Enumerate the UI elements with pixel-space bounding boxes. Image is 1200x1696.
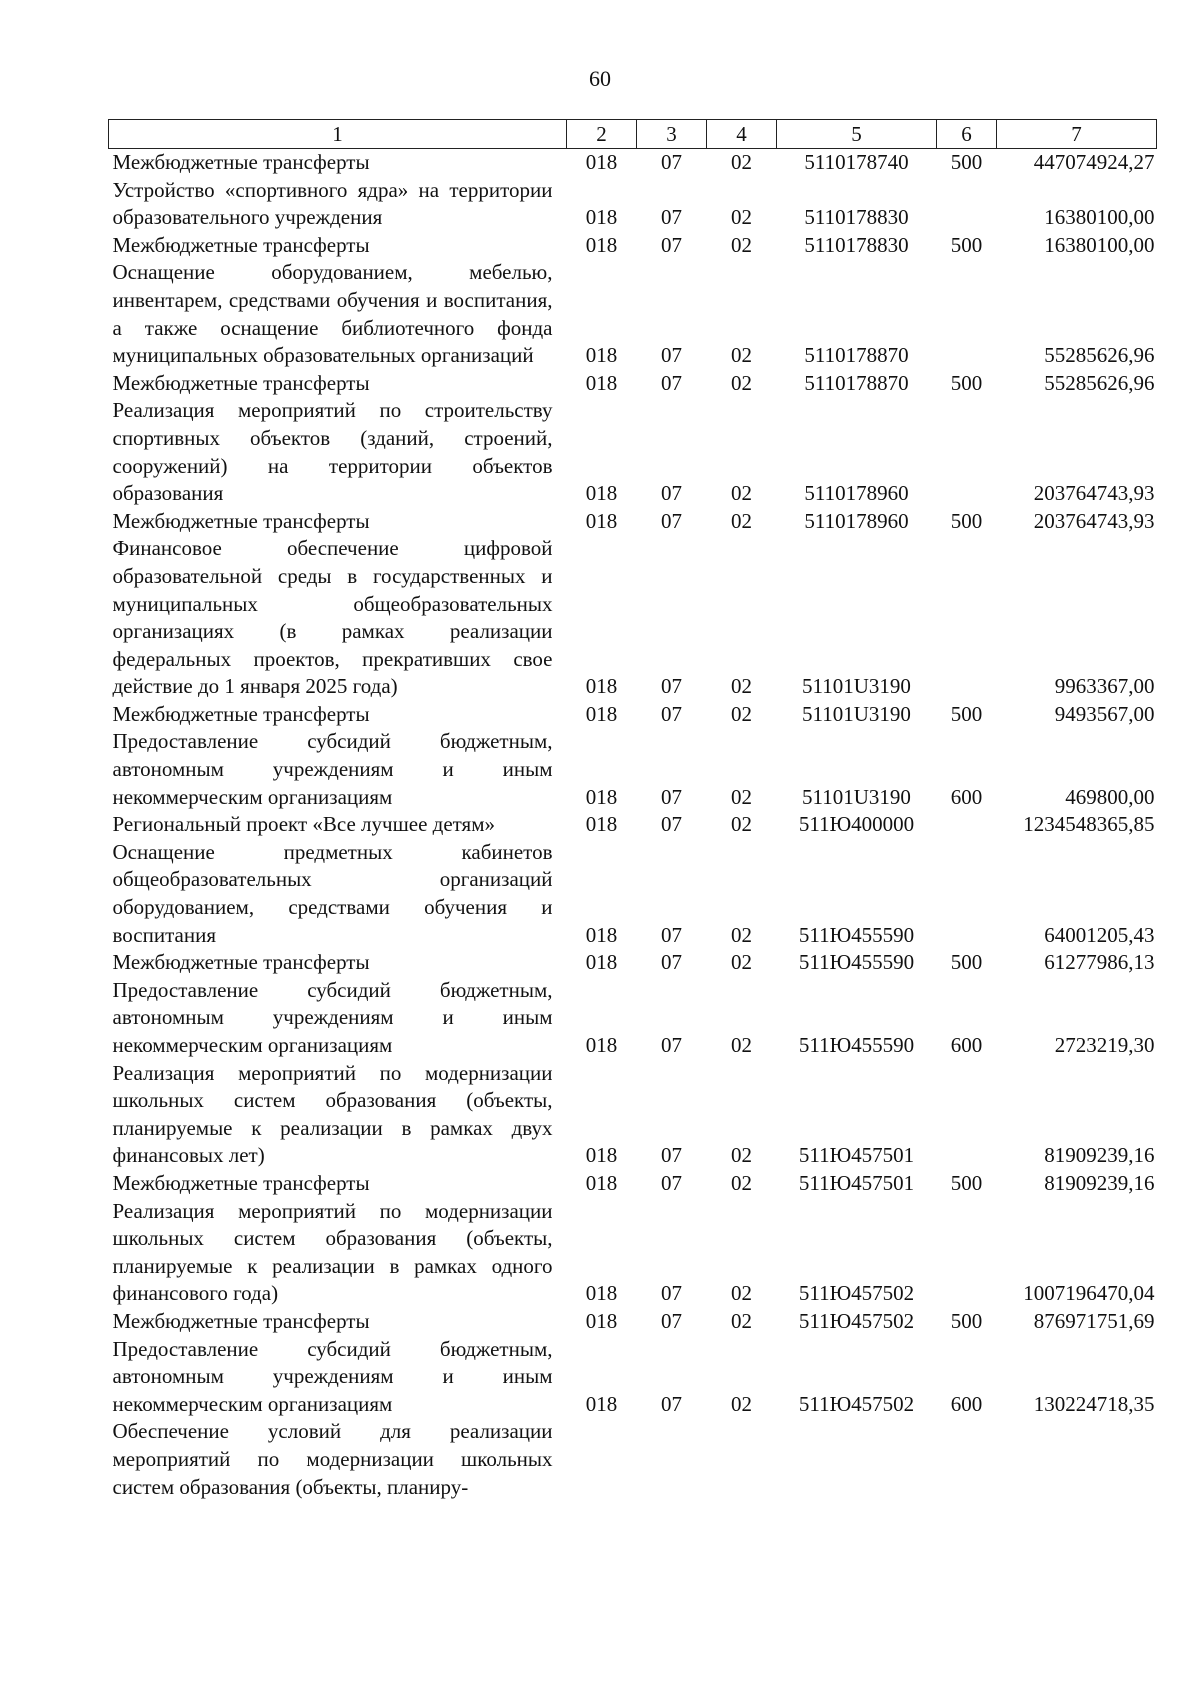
row-target-article: 5110178830 bbox=[804, 205, 909, 230]
budget-table-container bbox=[108, 119, 1156, 1501]
row-target-article: 5110178740 bbox=[804, 150, 909, 174]
row-subsection-code: 02 bbox=[731, 922, 752, 947]
row-expense-type bbox=[937, 1060, 997, 1170]
row-ministry-code: 018 bbox=[585, 950, 618, 975]
table-row bbox=[109, 1336, 1157, 1419]
row-name: Региональный проект «Все лучшее детям» bbox=[112, 812, 495, 837]
row-expense-type: 600 bbox=[950, 1391, 983, 1416]
row-section-code: 07 bbox=[661, 232, 682, 257]
header-col-5: 5 bbox=[777, 120, 937, 149]
row-name: Реализация мероприятий по модернизации школьных систем образования (объекты, планируемые к реализации в рамках одного финансового года) bbox=[112, 1198, 553, 1306]
table-row bbox=[109, 728, 1157, 811]
table-row bbox=[109, 1418, 1157, 1501]
row-name: Предоставление субсидий бюджетным, автономным учреждениям и иным некоммерческим организациям bbox=[112, 1336, 553, 1416]
row-amount: 2723219,30 bbox=[1054, 1033, 1155, 1057]
row-ministry-code: 018 bbox=[585, 1033, 618, 1057]
row-target-article: 511Ю455590 bbox=[798, 950, 915, 975]
row-section-code: 07 bbox=[661, 1170, 682, 1195]
header-col-7: 7 bbox=[997, 120, 1157, 149]
row-expense-type bbox=[937, 535, 997, 701]
table-row bbox=[109, 977, 1157, 1060]
row-expense-type: 500 bbox=[950, 950, 983, 975]
row-expense-type: 500 bbox=[950, 508, 983, 533]
row-amount: 1234548365,85 bbox=[1023, 812, 1155, 837]
table-row bbox=[109, 370, 1157, 398]
row-subsection-code: 02 bbox=[731, 1170, 752, 1195]
row-target-article: 511Ю400000 bbox=[798, 812, 915, 837]
row-section-code: 07 bbox=[661, 1308, 682, 1333]
table-row bbox=[109, 232, 1157, 260]
row-target-article: 511Ю455590 bbox=[798, 1033, 915, 1057]
row-name: Межбюджетные трансферты bbox=[112, 950, 370, 975]
row-subsection-code: 02 bbox=[731, 370, 752, 395]
row-ministry-code: 018 bbox=[585, 1281, 618, 1306]
row-amount: 81909239,16 bbox=[1044, 1143, 1155, 1168]
row-expense-type: 600 bbox=[950, 784, 983, 809]
row-amount bbox=[997, 1418, 1157, 1501]
row-section-code: 07 bbox=[661, 922, 682, 947]
header-col-3: 3 bbox=[637, 120, 707, 149]
row-ministry-code: 018 bbox=[585, 370, 618, 395]
row-section-code: 07 bbox=[661, 1143, 682, 1168]
table-row bbox=[109, 1308, 1157, 1336]
table-body bbox=[109, 149, 1157, 1502]
row-ministry-code: 018 bbox=[585, 1308, 618, 1333]
header-col-4: 4 bbox=[707, 120, 777, 149]
row-target-article: 51101U3190 bbox=[802, 674, 911, 699]
row-section-code: 07 bbox=[661, 343, 682, 368]
row-subsection-code: 02 bbox=[731, 481, 752, 506]
page-number: 60 bbox=[589, 66, 611, 91]
row-name: Межбюджетные трансферты bbox=[112, 508, 370, 533]
row-section-code: 07 bbox=[661, 205, 682, 230]
row-section-code: 07 bbox=[661, 1281, 682, 1306]
table-row bbox=[109, 839, 1157, 949]
row-section-code: 07 bbox=[661, 370, 682, 395]
row-subsection-code: 02 bbox=[731, 1391, 752, 1416]
row-expense-type: 500 bbox=[950, 701, 983, 726]
row-ministry-code: 018 bbox=[585, 1391, 618, 1416]
row-amount: 130224718,35 bbox=[1033, 1391, 1155, 1416]
row-name: Предоставление субсидий бюджетным, автономным учреждениям и иным некоммерческим организациям bbox=[112, 729, 553, 809]
header-col-1: 1 bbox=[109, 120, 567, 149]
row-section-code bbox=[637, 1418, 707, 1501]
row-name: Межбюджетные трансферты bbox=[112, 1308, 370, 1333]
row-expense-type: 500 bbox=[950, 1170, 983, 1195]
row-expense-type: 600 bbox=[950, 1033, 983, 1057]
row-expense-type bbox=[937, 1198, 997, 1308]
row-ministry-code: 018 bbox=[585, 922, 618, 947]
row-expense-type: 500 bbox=[950, 1308, 983, 1333]
row-subsection-code: 02 bbox=[731, 150, 752, 174]
row-target-article: 5110178830 bbox=[804, 232, 909, 257]
row-target-article: 5110178960 bbox=[804, 481, 909, 506]
row-name: Межбюджетные трансферты bbox=[112, 701, 370, 726]
row-section-code: 07 bbox=[661, 150, 682, 174]
row-subsection-code: 02 bbox=[731, 205, 752, 230]
row-subsection-code: 02 bbox=[731, 950, 752, 975]
row-target-article: 511Ю457502 bbox=[798, 1308, 915, 1333]
row-ministry-code: 018 bbox=[585, 1143, 618, 1168]
header-col-6: 6 bbox=[937, 120, 997, 149]
row-section-code: 07 bbox=[661, 1391, 682, 1416]
table-row bbox=[109, 397, 1157, 507]
row-name: Межбюджетные трансферты bbox=[112, 232, 370, 257]
row-amount: 64001205,43 bbox=[1044, 922, 1155, 947]
row-subsection-code: 02 bbox=[731, 701, 752, 726]
row-target-article bbox=[777, 1418, 937, 1501]
row-expense-type: 500 bbox=[950, 232, 983, 257]
row-subsection-code: 02 bbox=[731, 784, 752, 809]
row-expense-type bbox=[937, 397, 997, 507]
row-section-code: 07 bbox=[661, 812, 682, 837]
row-ministry-code: 018 bbox=[585, 343, 618, 368]
row-amount: 9963367,00 bbox=[1054, 674, 1155, 699]
row-ministry-code: 018 bbox=[585, 1170, 618, 1195]
row-subsection-code: 02 bbox=[731, 1308, 752, 1333]
row-ministry-code: 018 bbox=[585, 205, 618, 230]
row-expense-type bbox=[937, 259, 997, 369]
row-subsection-code: 02 bbox=[731, 343, 752, 368]
row-name: Оснащение оборудованием, мебелью, инвентарем, средствами обучения и воспитания, а также оснащение библиотечного фонда муниципальных образовательных организаций bbox=[112, 260, 553, 368]
row-subsection-code bbox=[707, 1418, 777, 1501]
row-amount: 469800,00 bbox=[1065, 784, 1155, 809]
row-subsection-code: 02 bbox=[731, 1033, 752, 1057]
row-subsection-code: 02 bbox=[731, 1143, 752, 1168]
row-amount: 16380100,00 bbox=[1044, 205, 1155, 230]
row-ministry-code: 018 bbox=[585, 701, 618, 726]
row-ministry-code: 018 bbox=[585, 812, 618, 837]
row-name: Межбюджетные трансферты bbox=[112, 150, 370, 174]
row-amount: 81909239,16 bbox=[1044, 1170, 1155, 1195]
table-row bbox=[109, 949, 1157, 977]
table-row bbox=[109, 508, 1157, 536]
row-amount: 55285626,96 bbox=[1044, 370, 1155, 395]
row-ministry-code: 018 bbox=[585, 508, 618, 533]
row-section-code: 07 bbox=[661, 481, 682, 506]
table-row bbox=[109, 259, 1157, 369]
row-amount: 203764743,93 bbox=[1033, 481, 1155, 506]
row-target-article: 5110178960 bbox=[804, 508, 909, 533]
row-amount: 16380100,00 bbox=[1044, 232, 1155, 257]
table-row bbox=[109, 1198, 1157, 1308]
row-amount: 203764743,93 bbox=[1033, 508, 1155, 533]
row-ministry-code: 018 bbox=[585, 481, 618, 506]
row-target-article: 51101U3190 bbox=[802, 784, 911, 809]
row-name: Межбюджетные трансферты bbox=[112, 1170, 370, 1195]
header-col-2: 2 bbox=[567, 120, 637, 149]
row-subsection-code: 02 bbox=[731, 674, 752, 699]
row-subsection-code: 02 bbox=[731, 1281, 752, 1306]
table-row bbox=[109, 535, 1157, 701]
row-target-article: 511Ю457501 bbox=[798, 1170, 915, 1195]
row-subsection-code: 02 bbox=[731, 232, 752, 257]
row-subsection-code: 02 bbox=[731, 812, 752, 837]
row-target-article: 511Ю455590 bbox=[798, 922, 915, 947]
row-expense-type bbox=[937, 177, 997, 232]
row-target-article: 51101U3190 bbox=[802, 701, 911, 726]
row-expense-type bbox=[937, 811, 997, 839]
budget-table bbox=[108, 119, 1157, 1501]
table-row bbox=[109, 811, 1157, 839]
row-ministry-code: 018 bbox=[585, 784, 618, 809]
row-amount: 447074924,27 bbox=[1033, 150, 1155, 174]
row-name: Реализация мероприятий по модернизации школьных систем образования (объекты, планируемые к реализации в рамках двух финансовых лет) bbox=[112, 1060, 553, 1168]
row-target-article: 5110178870 bbox=[804, 343, 909, 368]
table-row bbox=[109, 149, 1157, 177]
row-section-code: 07 bbox=[661, 701, 682, 726]
row-amount: 9493567,00 bbox=[1054, 701, 1155, 726]
row-subsection-code: 02 bbox=[731, 508, 752, 533]
table-header-row bbox=[109, 120, 1157, 149]
row-ministry-code: 018 bbox=[585, 674, 618, 699]
row-ministry-code: 018 bbox=[585, 150, 618, 174]
row-amount: 876971751,69 bbox=[1033, 1308, 1155, 1333]
row-name: Оснащение предметных кабинетов общеобразовательных организаций оборудованием, средствами обучения и воспитания bbox=[112, 839, 553, 947]
row-section-code: 07 bbox=[661, 508, 682, 533]
row-amount: 61277986,13 bbox=[1044, 950, 1155, 975]
table-row bbox=[109, 1060, 1157, 1170]
row-name: Реализация мероприятий по строительству спортивных объектов (зданий, строений, сооружений) на территории объектов образования bbox=[112, 398, 553, 506]
row-target-article: 5110178870 bbox=[804, 370, 909, 395]
row-name: Межбюджетные трансферты bbox=[112, 370, 370, 395]
row-section-code: 07 bbox=[661, 950, 682, 975]
table-row bbox=[109, 701, 1157, 729]
row-target-article: 511Ю457502 bbox=[798, 1281, 915, 1306]
row-expense-type: 500 bbox=[950, 150, 983, 174]
row-amount: 1007196470,04 bbox=[1023, 1281, 1155, 1306]
table-row bbox=[109, 177, 1157, 232]
row-target-article: 511Ю457502 bbox=[798, 1391, 915, 1416]
row-section-code: 07 bbox=[661, 674, 682, 699]
row-expense-type: 500 bbox=[950, 370, 983, 395]
row-name: Устройство «спортивного ядра» на территории образовательного учреждения bbox=[112, 177, 553, 230]
row-section-code: 07 bbox=[661, 1033, 682, 1057]
table-row bbox=[109, 1170, 1157, 1198]
row-name: Обеспечение условий для реализации мероприятий по модернизации школьных систем образования (объекты, планиру- bbox=[112, 1419, 553, 1499]
row-ministry-code bbox=[567, 1418, 637, 1501]
row-ministry-code: 018 bbox=[585, 232, 618, 257]
row-expense-type bbox=[937, 839, 997, 949]
row-section-code: 07 bbox=[661, 784, 682, 809]
row-target-article: 511Ю457501 bbox=[798, 1143, 915, 1168]
row-name: Предоставление субсидий бюджетным, автономным учреждениям и иным некоммерческим организациям bbox=[112, 977, 553, 1057]
row-name: Финансовое обеспечение цифровой образовательной среды в государственных и муниципальных общеобразовательных организациях (в рамках реализации федеральных проектов, прекративших свое действие до 1 января 2025 года) bbox=[112, 536, 553, 699]
row-expense-type bbox=[937, 1418, 997, 1501]
row-amount: 55285626,96 bbox=[1044, 343, 1155, 368]
